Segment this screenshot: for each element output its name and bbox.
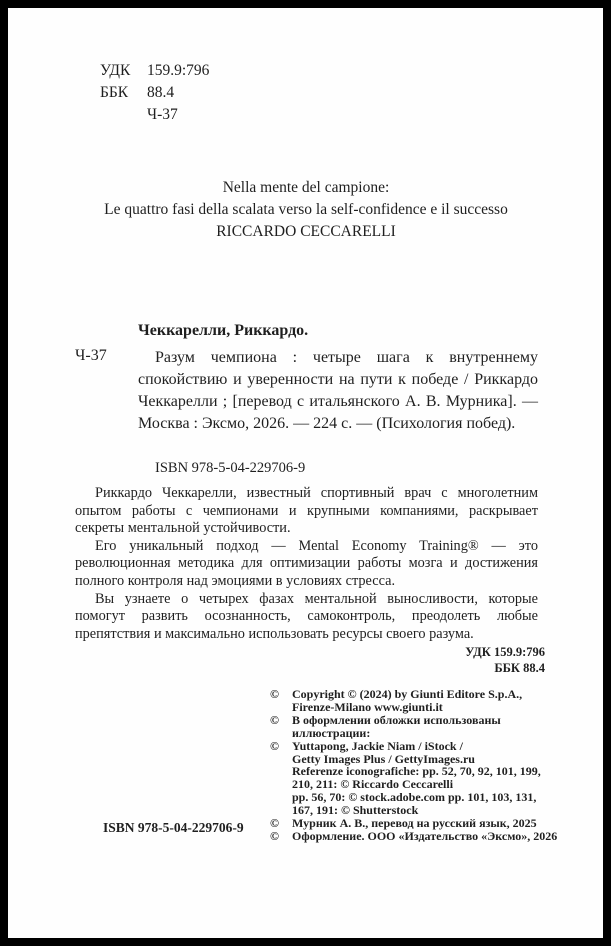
copyright-line: В оформлении обложки использованы xyxy=(292,712,501,727)
copyright-line: Firenze-Milano www.giunti.it xyxy=(292,699,443,714)
author-code: Ч-37 xyxy=(147,106,178,123)
copyright-block xyxy=(270,688,557,843)
udk-label: УДК xyxy=(100,62,131,79)
bbk-value: 88.4 xyxy=(147,84,175,101)
top-catalog-codes xyxy=(100,60,209,126)
page-sheet xyxy=(8,8,603,938)
copyright-line: Yuttapong, Jackie Niam / iStock / xyxy=(292,738,463,753)
copyright-item-cover xyxy=(270,714,557,740)
annotation-paragraph-2: Его уникальный подход — Mental Economy Training® — это революционная методика для оптимизации работы мозга и достижения полного контроля над эмоциями в условиях стресса. xyxy=(75,537,538,589)
copyright-item-giunti xyxy=(270,688,557,714)
copyright-line: Мурник А. В., перевод на русский язык, 2025 xyxy=(292,816,537,831)
copyright-symbol: © xyxy=(270,738,279,753)
udk-value: 159.9:796 xyxy=(147,62,210,79)
catalog-entry-code: Ч-37 xyxy=(75,347,107,364)
original-title-line2: Le quattro fasi della scalata verso la self-confidence e il successo xyxy=(104,201,508,218)
copyright-line: 210, 211: © Riccardo Ceccarelli xyxy=(292,777,454,792)
copyright-line: 167, 191: © Shutterstock xyxy=(292,803,419,818)
copyright-line: иллюстрации: xyxy=(292,725,371,740)
copyright-symbol: © xyxy=(270,687,279,701)
copyright-line: Оформление. ООО «Издательство «Эксмо», 2026 xyxy=(292,828,558,843)
original-author-name: RICCARDO CECCARELLI xyxy=(216,223,396,240)
annotation-paragraph-1: Риккардо Чеккарелли, известный спортивный врач с многолетним опытом работы с чемпионами и крупными компаниями, раскрывает секреты ментальной устойчивости. xyxy=(75,485,538,537)
catalog-author-heading: Чеккарелли, Риккардо. xyxy=(138,322,309,339)
copyright-item-design xyxy=(270,830,557,843)
bbk-bottom: ББК 88.4 xyxy=(494,660,545,675)
isbn-bottom: ISBN 978-5-04-229706-9 xyxy=(103,820,244,835)
annotation-block xyxy=(75,485,538,643)
isbn-catalog: ISBN 978-5-04-229706-9 xyxy=(155,460,306,476)
bbk-label: ББК xyxy=(100,84,129,101)
original-title-line1: Nella mente del campione: xyxy=(222,179,390,196)
copyright-line: Copyright © (2024) by Giunti Editore S.p.A., xyxy=(292,687,523,701)
copyright-line: pp. 56, 70: © stock.adobe.com pp. 101, 103, 131, xyxy=(292,790,537,805)
original-title-block xyxy=(75,177,537,243)
udk-line xyxy=(100,60,209,82)
annotation-paragraph-3: Вы узнаете о четырех фазах ментальной выносливости, которые помогут развить осознанность, самоконтроль, преодолеть любые препятствия и максимально использовать ресурсы своего разума. xyxy=(75,590,538,642)
copyright-item-illustrations xyxy=(270,740,557,817)
copyright-line: Referenze iconografiche: pp. 52, 70, 92, 101, 199, xyxy=(292,764,541,779)
copyright-symbol: © xyxy=(270,712,279,727)
bottom-catalog-codes xyxy=(465,645,545,676)
copyright-symbol: © xyxy=(270,828,279,843)
copyright-symbol: © xyxy=(270,816,279,831)
bbk-line xyxy=(100,82,209,104)
udk-bottom: УДК 159.9:796 xyxy=(465,645,545,659)
copyright-line: Getty Images Plus / GettyImages.ru xyxy=(292,751,475,766)
catalog-description: Разум чемпиона : четыре шага к внутреннему спокойствию и уверенности на пути к победе / Риккардо Чеккарелли ; [перевод с итальянского А. В. Мурника]. — Москва : Эксмо, 2026. — 224 с. — (Психология побед). xyxy=(138,349,538,432)
